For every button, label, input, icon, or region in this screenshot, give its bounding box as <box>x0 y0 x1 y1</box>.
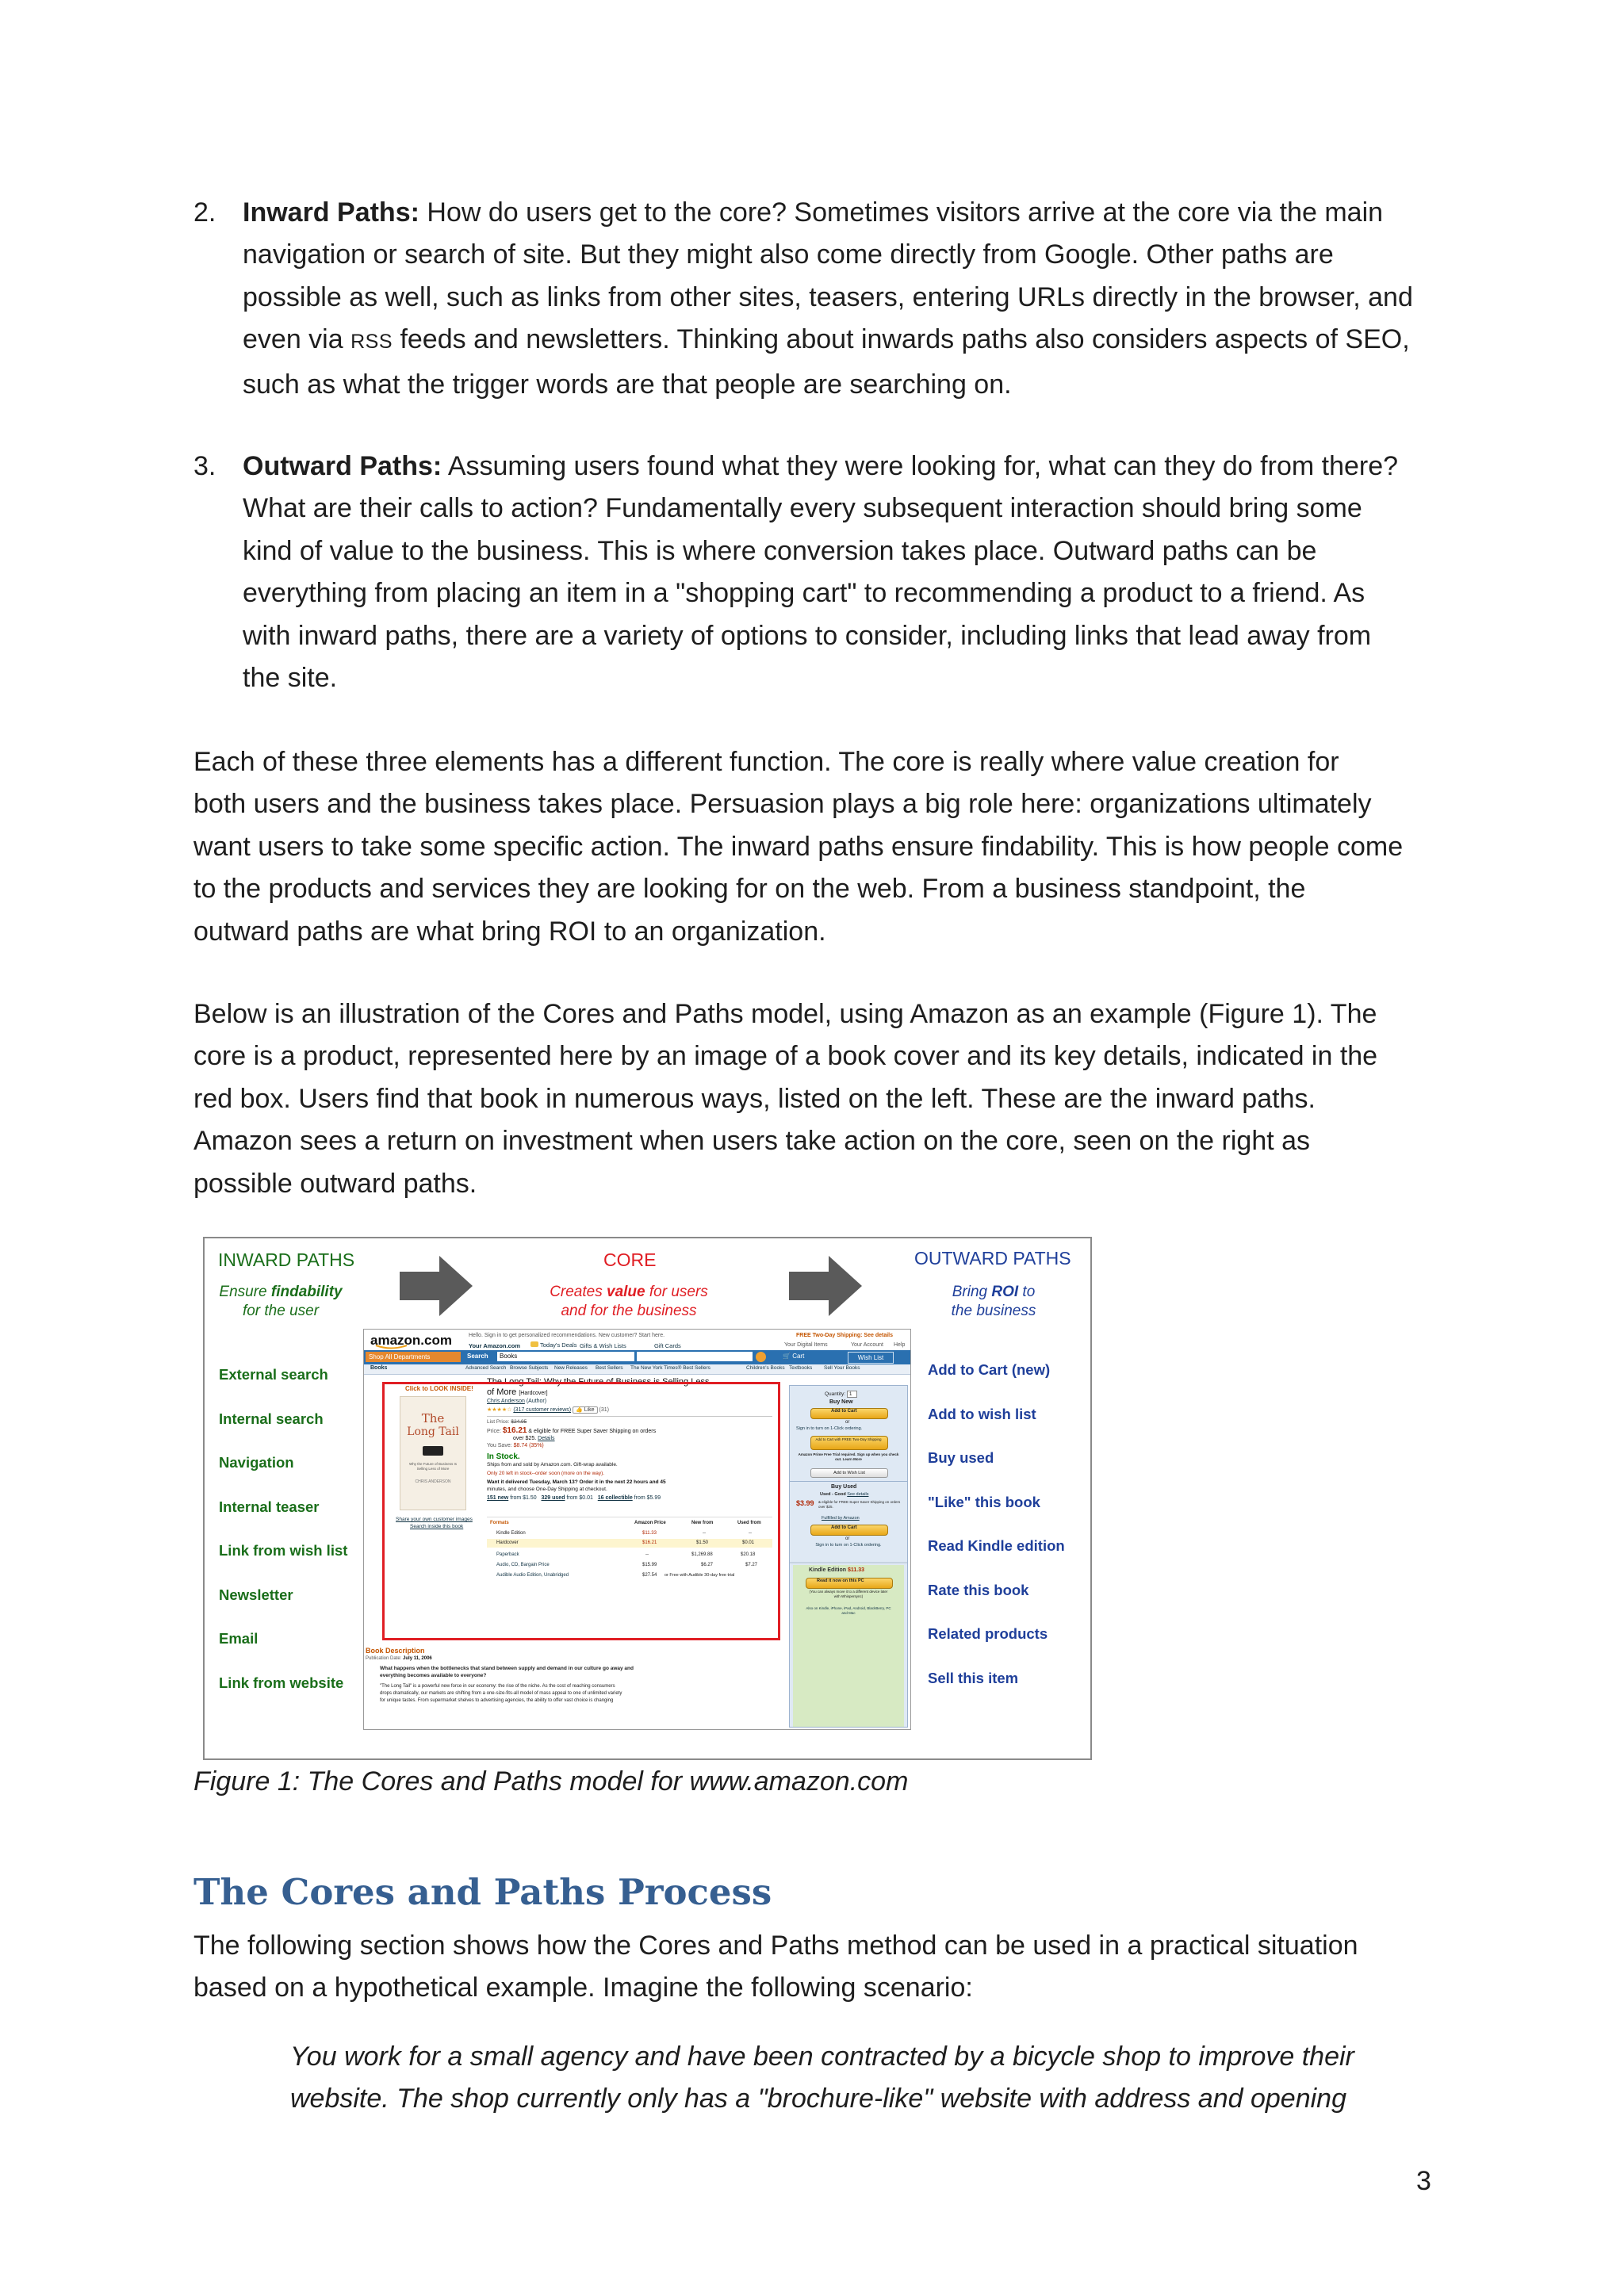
text-line: core is a product, represented here by an image of a book cover and its key details, indicated in the <box>193 1041 1378 1072</box>
text-line: even via <box>243 324 351 355</box>
book-description-title: Book Description <box>366 1647 425 1655</box>
subtitle-text: to <box>1018 1284 1036 1300</box>
label: Price: <box>487 1429 501 1434</box>
wish-list-button: Wish List <box>848 1352 894 1364</box>
text-line: based on a hypothetical example. Imagine the following scenario: <box>193 1973 973 2003</box>
in-stock: In Stock. <box>487 1452 520 1461</box>
used-condition <box>820 1492 868 1497</box>
table-cell: Audible Audio Edition, Unabridged <box>496 1573 569 1578</box>
button-label: Add to Cart <box>831 1525 857 1530</box>
price-value: $16.21 <box>502 1426 527 1435</box>
subtitle-text: the business <box>951 1303 1036 1319</box>
table-header: Used from <box>737 1521 761 1525</box>
value: $24.95 <box>511 1419 527 1425</box>
used-price: $3.99 <box>796 1499 814 1507</box>
cover-title: The <box>421 1411 445 1425</box>
divider <box>790 1481 907 1482</box>
table-cell: $27.54 <box>642 1573 657 1578</box>
author-role: (Author) <box>526 1399 547 1404</box>
quantity-row <box>825 1391 857 1398</box>
hello-text: Hello. Sign in to get personalized recommendations. New customer? Start here. <box>469 1333 665 1338</box>
reviews-link: (317 customer reviews) <box>513 1407 572 1413</box>
subtitle-text: Creates <box>550 1284 607 1300</box>
subnav-item: New Releases <box>554 1365 588 1371</box>
description-lead: everything becomes available to everyone? <box>380 1673 487 1678</box>
shipping-note: & eligible for FREE Super Saver Shipping on orders <box>528 1429 657 1434</box>
inward-paths-title: INWARD PATHS <box>218 1249 355 1270</box>
subnav-item: Advanced Search <box>465 1365 507 1371</box>
thumb-icon: 👍 <box>576 1407 583 1413</box>
table-cell: Audio, CD, Bargain Price <box>496 1563 550 1567</box>
subnav-item: Books <box>370 1365 388 1371</box>
text-line: feeds and newsletters. Thinking about inwards paths also considers aspects of SEO, <box>393 324 1410 355</box>
subtitle-emphasis: value <box>607 1284 645 1300</box>
text-line: What are their calls to action? Fundamentally every subsequent interaction should bring some <box>243 493 1362 524</box>
ships-from: Ships from and sold by Amazon.com. Gift-wrap available. <box>487 1462 618 1468</box>
text-line: to the products and services they are looking for on the web. From a business standpoint, the <box>193 874 1306 905</box>
text-line: Assuming users found what they were looking for, what can they do from there? <box>447 451 1399 481</box>
prime-note: Amazon Prime Free Trial required. Sign up when you check out. Learn More <box>798 1452 899 1461</box>
inward-path-item: Newsletter <box>219 1586 293 1603</box>
subtitle-text: for the user <box>242 1303 320 1319</box>
core-subtitle <box>538 1283 720 1321</box>
inward-path-item: Internal search <box>219 1410 324 1427</box>
text-line: Below is an illustration of the Cores and Paths model, using Amazon as an example (Figure 1). The <box>193 999 1377 1029</box>
shipping-promo: FREE Two-Day Shipping: See details <box>796 1333 893 1338</box>
search-go-icon <box>756 1352 766 1362</box>
cover-title: Long Tail <box>407 1425 459 1438</box>
table-header: Amazon Price <box>634 1521 666 1525</box>
todays-deals-link <box>530 1341 576 1349</box>
subtitle-emphasis: ROI <box>991 1284 1019 1300</box>
label: Publication Date: <box>366 1656 402 1661</box>
inward-path-item: Email <box>219 1630 259 1647</box>
subtitle-text: and for the business <box>561 1303 697 1319</box>
table-cell: $20.18 <box>741 1552 756 1557</box>
paragraph-illustration <box>193 993 1446 1205</box>
text-line: possible as well, such as links from other sites, teasers, entering URLs directly in the browser, and <box>243 281 1413 312</box>
your-amazon-link: Your Amazon.com <box>469 1342 521 1349</box>
search-input <box>637 1352 753 1361</box>
price: from $1.50 <box>510 1495 537 1501</box>
or-text: or <box>845 1536 850 1541</box>
table-cell: -- <box>703 1531 706 1536</box>
text-line: website. The shop currently only has a "brochure-like" website with address and opening <box>290 2084 1346 2114</box>
outward-path-item: Sell this item <box>928 1670 1019 1686</box>
outward-path-item: Add to wish list <box>928 1406 1036 1422</box>
buy-box <box>789 1385 908 1728</box>
value: July 11, 2006 <box>403 1656 432 1661</box>
list-item-title: Outward Paths: <box>243 451 442 481</box>
text-line: The following section shows how the Cores and Paths method can be used in a practical situation <box>193 1931 1358 1961</box>
inward-path-item: Internal teaser <box>219 1498 320 1515</box>
subnav-item: Best Sellers <box>596 1365 623 1371</box>
gifts-link: Gifts & Wish Lists <box>580 1342 626 1349</box>
table-cell: $6.27 <box>701 1563 714 1567</box>
cart-icon: 🛒 <box>783 1353 791 1360</box>
one-click-note: Sign in to turn on 1-Click ordering. <box>796 1426 863 1431</box>
look-inside-label: Click to LOOK INSIDE! <box>405 1385 473 1392</box>
price: from $5.99 <box>634 1495 661 1501</box>
star-rating-icon: ★★★★☆ <box>487 1407 512 1413</box>
link-text: Today's Deals <box>540 1341 577 1349</box>
table-cell: $15.99 <box>642 1563 657 1567</box>
inward-paths-subtitle <box>217 1283 344 1321</box>
table-cell: Kindle Edition <box>496 1531 526 1536</box>
table-cell: $1,269.88 <box>691 1552 713 1557</box>
outward-path-item: Read Kindle edition <box>928 1537 1065 1554</box>
amazon-screenshot <box>363 1329 911 1730</box>
list-item-title: Inward Paths: <box>243 197 419 228</box>
outward-path-item: Buy used <box>928 1449 994 1466</box>
gift-cards-link: Gift Cards <box>654 1342 681 1349</box>
description-text: drops dramatically, our markets are shifting from a one-size-fits-all model of mass appeal to one of unlimited variety <box>380 1691 622 1696</box>
link-text: Cart <box>792 1353 805 1360</box>
condition: Used - Good <box>820 1492 846 1497</box>
table-cell: or Free with Audible 30-day free trial <box>665 1573 735 1578</box>
amazon-logo: amazon.com <box>370 1333 452 1348</box>
table-header: New from <box>691 1521 714 1525</box>
or-text: or <box>845 1420 850 1425</box>
button-label: Read it now on this PC <box>817 1578 864 1583</box>
text-line: everything from placing an item in a "shopping cart" to recommending a product to a friend. As <box>243 578 1365 609</box>
list-item-outward-paths <box>243 446 1448 699</box>
table-cell: $1.50 <box>696 1540 709 1545</box>
table-cell: $0.01 <box>742 1540 755 1545</box>
list-number-3: 3. <box>193 451 216 481</box>
table-header: Formats <box>490 1521 509 1525</box>
label: List Price: <box>487 1419 510 1425</box>
cover-subtitle: Why the Future of Business Is Selling Less of More <box>408 1462 458 1471</box>
table-cell: $16.21 <box>642 1540 657 1545</box>
table-cell: Hardcover <box>496 1540 519 1545</box>
kindle-devices: Also on Kindle, iPhone, iPad, Android, BlackBerry, PC and Mac <box>806 1606 891 1615</box>
text-line: both users and the business takes place. Persuasion plays a big role here: organizations ultimately <box>193 789 1372 820</box>
outward-path-item: "Like" this book <box>928 1494 1040 1510</box>
button-label: Add to Cart with FREE Two-Day Shipping <box>815 1437 882 1441</box>
text-line: want users to take some specific action. The inward paths ensure findability. This is how people come <box>193 831 1404 862</box>
description-text: for unique tastes. From supermarket shelves to advertising agencies, the ability to offer vast choice is changing <box>380 1698 614 1703</box>
delivery-note-cont: minutes, and choose One-Day Shipping at checkout. <box>487 1487 607 1492</box>
outward-path-item: Rate this book <box>928 1582 1029 1598</box>
rss-abbrev: RSS <box>350 331 393 354</box>
title-text: of More <box>487 1387 517 1397</box>
outward-path-item: Add to Cart (new) <box>928 1361 1051 1378</box>
subtitle-text: Ensure <box>219 1284 271 1300</box>
buy-new-label: Buy New <box>829 1399 853 1405</box>
product-title: The Long Tail: Why the Future of Business is Selling Less <box>487 1377 710 1387</box>
amazon-smile-icon <box>375 1345 408 1350</box>
text-line: the site. <box>243 663 338 694</box>
see-details-link: See details <box>847 1492 869 1497</box>
text-line: You work for a small agency and have been contracted by a bicycle shop to improve their <box>290 2042 1354 2072</box>
arrow-right-icon <box>789 1256 862 1316</box>
collectible-offers-link: 16 collectible <box>597 1495 633 1501</box>
divider <box>790 1562 907 1563</box>
list-item-inward-paths <box>243 192 1448 406</box>
description-text: "The Long Tail" is a powerful new force in our economy: the rise of the niche. As the cost of reaching consumers <box>380 1684 615 1689</box>
cart-link <box>783 1353 804 1360</box>
amazon-subnav <box>364 1364 910 1375</box>
search-label: Search <box>467 1353 488 1360</box>
amazon-navbar <box>364 1350 910 1364</box>
shop-all-button: Shop All Departments <box>366 1352 461 1362</box>
subnav-item: The New York Times® Best Sellers <box>630 1365 710 1371</box>
help-link: Help <box>894 1342 906 1348</box>
table-cell: -- <box>645 1552 649 1557</box>
table-cell: $7.27 <box>745 1563 758 1567</box>
button-label: Add to Cart <box>831 1409 857 1414</box>
subtitle-text: Bring <box>952 1284 992 1300</box>
text-line: possible outward paths. <box>193 1168 477 1199</box>
your-digital-items: Your Digital Items <box>784 1342 828 1348</box>
used-shipping-note: & eligible for FREE Super Saver Shipping on orders over $25. <box>818 1500 901 1509</box>
like-count: (31) <box>599 1407 609 1413</box>
text-line: navigation or search of site. But they might also come directly from Google. Other paths are <box>243 239 1334 270</box>
inward-path-item: Navigation <box>219 1454 294 1471</box>
price: from $0.01 <box>566 1495 593 1501</box>
fulfilled-link: Fulfilled by Amazon <box>822 1516 860 1521</box>
details-link: Details <box>538 1436 555 1441</box>
inward-path-item: Link from wish list <box>219 1542 348 1559</box>
outward-path-item: Related products <box>928 1625 1048 1642</box>
quantity-select: 1 <box>847 1391 858 1398</box>
kindle-price: $11.33 <box>848 1567 865 1573</box>
text-line: Each of these three elements has a different function. The core is really where value creation for <box>193 747 1339 777</box>
delivery-note: Want it delivered Tuesday, March 13? Order it in the next 22 hours and 45 <box>487 1479 666 1485</box>
table-cell: $11.33 <box>642 1531 657 1536</box>
text-line: kind of value to the business. This is where conversion takes place. Outward paths can be <box>243 535 1317 566</box>
used-offers-link: 329 used <box>541 1495 565 1501</box>
new-offers-link: 151 new <box>487 1495 509 1501</box>
page-number: 3 <box>1416 2166 1431 2196</box>
inward-path-item: Link from website <box>219 1674 344 1691</box>
like-label: Like <box>584 1407 595 1413</box>
text-line: outward paths are what bring ROI to an organization. <box>193 916 826 947</box>
publication-date <box>366 1656 432 1661</box>
section-heading: The Cores and Paths Process <box>193 1871 772 1913</box>
kindle-label: Kindle Edition <box>809 1567 847 1573</box>
text-line: red box. Users find that book in numerous ways, listed on the left. These are the inward paths. <box>193 1083 1316 1114</box>
kindle-note: (You can always move it to a different device later with Whispersync) <box>809 1590 888 1598</box>
scenario-quote <box>290 2036 1448 2121</box>
core-highlight-box <box>382 1382 780 1640</box>
subtitle-emphasis: findability <box>270 1284 343 1300</box>
label: Quantity: <box>825 1391 846 1397</box>
your-account: Your Account <box>851 1342 883 1348</box>
outward-paths-title: OUTWARD PATHS <box>914 1248 1071 1269</box>
share-images-link: Share your own customer images <box>396 1517 473 1522</box>
list-number-2: 2. <box>193 197 216 228</box>
value: $8.74 (35%) <box>513 1443 544 1448</box>
search-inside-link: Search inside this book <box>410 1524 464 1529</box>
text-line: Amazon sees a return on investment when users take action on the core, seen on the right as <box>193 1126 1311 1157</box>
subtitle-text: for users <box>645 1284 708 1300</box>
cover-author: CHRIS ANDERSON <box>415 1479 451 1484</box>
arrow-right-icon <box>400 1256 473 1316</box>
paragraph-process <box>193 1925 1446 2010</box>
paragraph-functions <box>193 741 1446 953</box>
subnav-item: Children's Books <box>746 1365 785 1371</box>
text-line: such as what the trigger words are that people are searching on. <box>243 369 1012 400</box>
description-lead: What happens when the bottlenecks that stand between supply and demand in our culture go away and <box>380 1666 634 1671</box>
text-line: with inward paths, there are a variety of options to consider, including links that lead away from <box>243 620 1372 651</box>
text-line: How do users get to the core? Sometimes visitors arrive at the core via the main <box>427 197 1384 228</box>
core-title: CORE <box>603 1249 657 1270</box>
format-text: [Hardcover] <box>519 1391 548 1396</box>
text: over $25. <box>513 1436 537 1441</box>
one-click-note: Sign in to turn on 1-Click ordering. <box>815 1543 882 1548</box>
add-to-wish-list-button: Add to Wish List <box>810 1468 888 1478</box>
table-cell: Paperback <box>496 1552 519 1557</box>
outward-paths-subtitle <box>918 1283 1069 1321</box>
figure-cores-paths <box>203 1237 1092 1760</box>
inward-path-item: External search <box>219 1366 328 1383</box>
figure-caption: Figure 1: The Cores and Paths model for www.amazon.com <box>193 1766 909 1797</box>
author-link: Chris Anderson <box>487 1399 525 1404</box>
subnav-item: Textbooks <box>789 1365 813 1371</box>
table-cell: -- <box>749 1531 752 1536</box>
kindle-title <box>809 1567 864 1573</box>
search-category: Books <box>497 1352 634 1361</box>
label: You Save: <box>487 1443 512 1448</box>
subnav-item: Browse Subjects <box>510 1365 549 1371</box>
buy-used-label: Buy Used <box>831 1484 857 1490</box>
stock-warning: Only 20 left in stock--order soon (more on the way). <box>487 1471 605 1476</box>
subnav-item: Sell Your Books <box>824 1365 860 1371</box>
